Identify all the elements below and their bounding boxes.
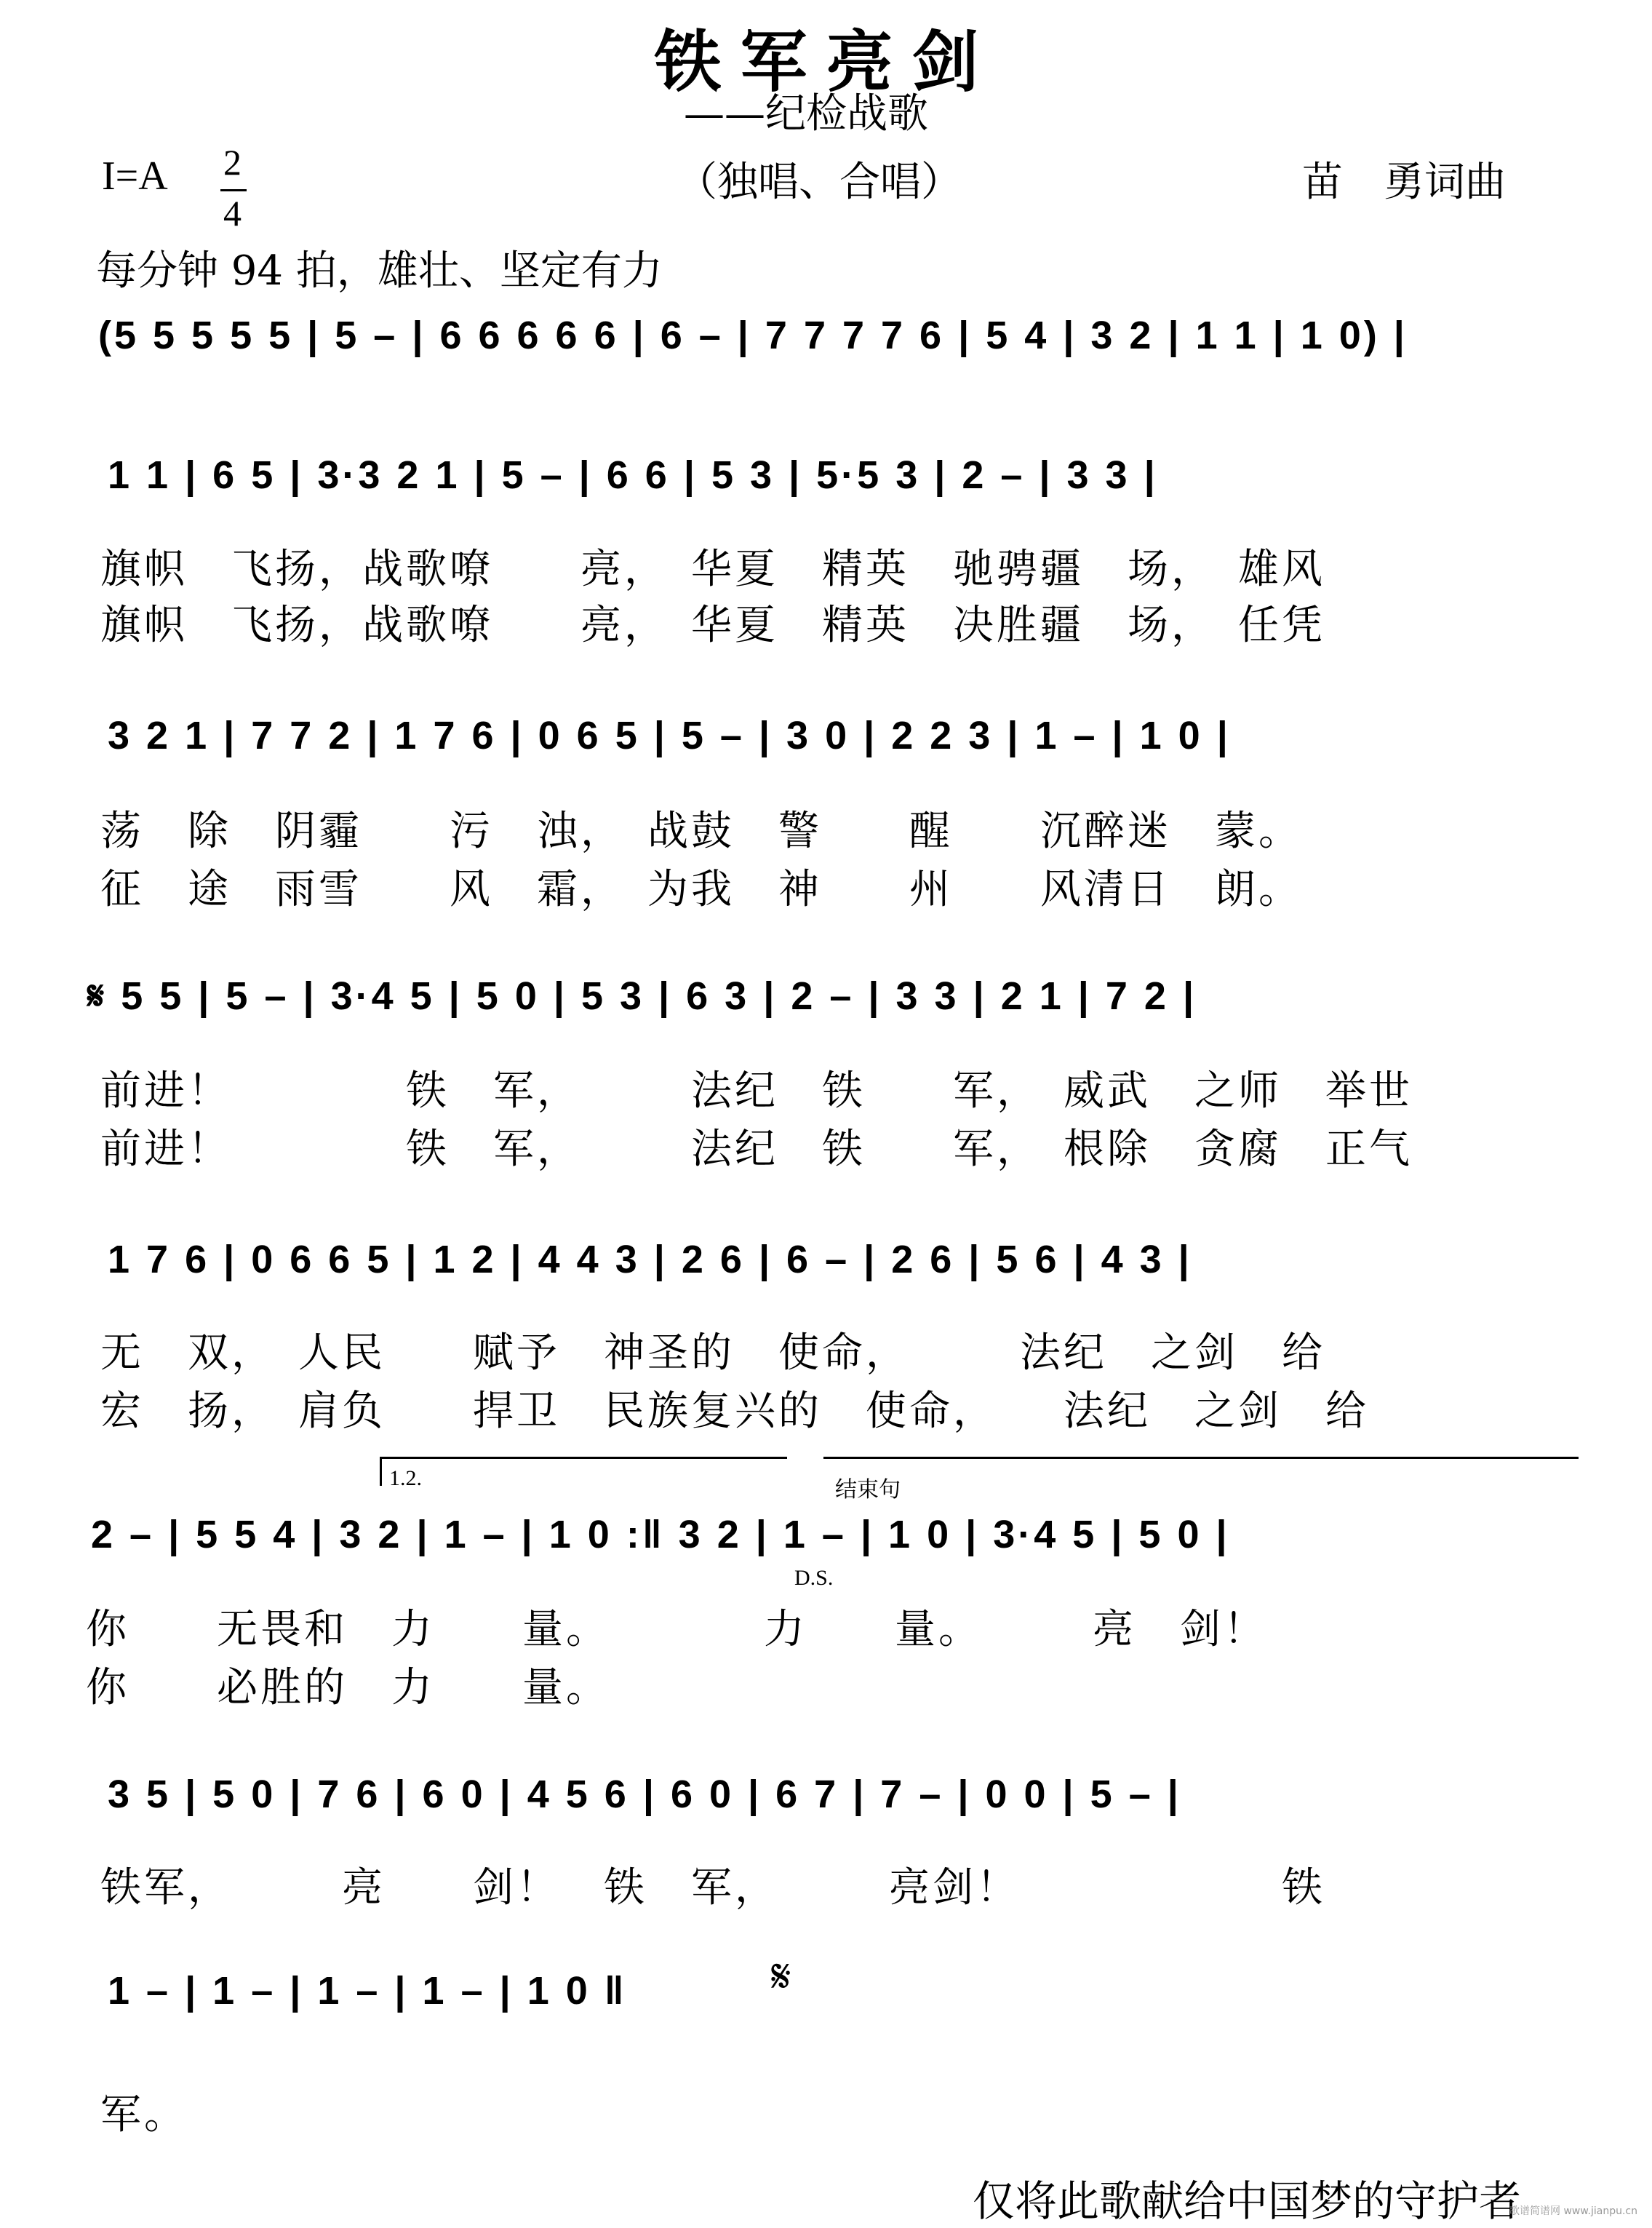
key-signature: I=A xyxy=(102,154,168,199)
lyric-line-2-verse-1: 旗帜 飞扬，战歌嘹 亮， 华夏 精英 驰骋疆 场， 雄风 xyxy=(100,546,1325,593)
notation-line-8: 1 – | 1 – | 1 – | 1 – | 1 0 ‖ xyxy=(108,1969,627,2013)
tempo-marking: 每分钟 94 拍，雄壮、坚定有力 xyxy=(96,247,663,295)
lyric-line-5-verse-2: 宏 扬， 肩负 捍卫 民族复兴的 使命， 法纪 之剑 给 xyxy=(100,1388,1369,1435)
composer: 苗 勇词曲 xyxy=(1302,159,1506,206)
coda-mark-icon: 𝄋 xyxy=(771,1950,791,2004)
time-signature-line xyxy=(220,189,247,191)
lyric-line-8-verse-1: 军。 xyxy=(100,2091,188,2139)
dedication: 仅将此歌献给中国梦的守护者 xyxy=(972,2176,1521,2226)
volta-bracket-start xyxy=(380,1457,382,1486)
subtitle: ——纪检战歌 xyxy=(684,90,928,138)
time-signature-top: 2 xyxy=(223,142,242,183)
lyric-line-3-verse-2: 征 途 雨雪 风 霜， 为我 神 州 风清日 朗。 xyxy=(100,866,1302,913)
lyric-line-7-verse-1: 铁军， 亮 剑！ 铁 军， 亮剑！ 铁 xyxy=(100,1864,1325,1911)
watermark: 歌谱简谱网 www.jianpu.cn xyxy=(1509,2205,1637,2217)
lyric-line-4-verse-2: 前进！ 铁 军， 法纪 铁 军， 根除 贪腐 正气 xyxy=(100,1126,1413,1173)
performance-type: （独唱、合唱） xyxy=(677,159,962,206)
notation-line-5: 1 7 6 | 0 6 6 5 | 1 2 | 4 4 3 | 2 6 | 6 – | 2 6 | 5 6 | 4 3 | xyxy=(108,1238,1192,1281)
notation-line-6: 2 – | 5 5 4 | 3 2 | 1 – | 1 0 :‖ 3 2 | 1 – | 1 0 | 3·4 5 | 5 0 | xyxy=(91,1513,1230,1556)
ds-label: D.S. xyxy=(794,1566,834,1590)
lyric-line-2-verse-2: 旗帜 飞扬，战歌嘹 亮， 华夏 精英 决胜疆 场， 任凭 xyxy=(100,602,1325,649)
lyric-line-6-verse-1: 你 无畏和 力 量。 力 量。 亮 剑！ xyxy=(86,1606,1267,1653)
lyric-line-3-verse-1: 荡 除 阴霾 污 浊， 战鼓 警 醒 沉醉迷 蒙。 xyxy=(100,808,1302,855)
volta-bracket xyxy=(380,1457,787,1459)
page-title: 铁军亮剑 xyxy=(654,23,998,101)
notation-line-3: 3 2 1 | 7 7 2 | 1 7 6 | 0 6 5 | 5 – | 3 0 | 2 2 3 | 1 – | 1 0 | xyxy=(108,714,1231,757)
volta-label: 1.2. xyxy=(389,1466,422,1490)
notation-line-1: (5 5 5 5 5 | 5 – | 6 6 6 6 6 | 6 – | 7 7 7 7 6 | 5 4 | 3 2 | 1 1 | 1 0) | xyxy=(98,314,1408,357)
notation-line-4: 𝄋 5 5 | 5 – | 3·4 5 | 5 0 | 5 3 | 6 3 | 2 – | 3 3 | 2 1 | 7 2 | xyxy=(87,974,1197,1018)
ending-bracket xyxy=(823,1457,1579,1459)
notation-line-7: 3 5 | 5 0 | 7 6 | 6 0 | 4 5 6 | 6 0 | 6 7 | 7 – | 0 0 | 5 – | xyxy=(108,1773,1181,1816)
ending-label: 结束句 xyxy=(835,1478,901,1502)
notation-line-2: 1 1 | 6 5 | 3·3 2 1 | 5 – | 6 6 | 5 3 | 5·5 3 | 2 – | 3 3 | xyxy=(108,453,1158,497)
lyric-line-5-verse-1: 无 双， 人民 赋予 神圣的 使命， 法纪 之剑 给 xyxy=(100,1329,1325,1377)
time-signature-bottom: 4 xyxy=(223,193,242,234)
lyric-line-6-verse-2: 你 必胜的 力 量。 xyxy=(86,1664,610,1711)
lyric-line-4-verse-1: 前进！ 铁 军， 法纪 铁 军， 威武 之师 举世 xyxy=(100,1067,1413,1115)
